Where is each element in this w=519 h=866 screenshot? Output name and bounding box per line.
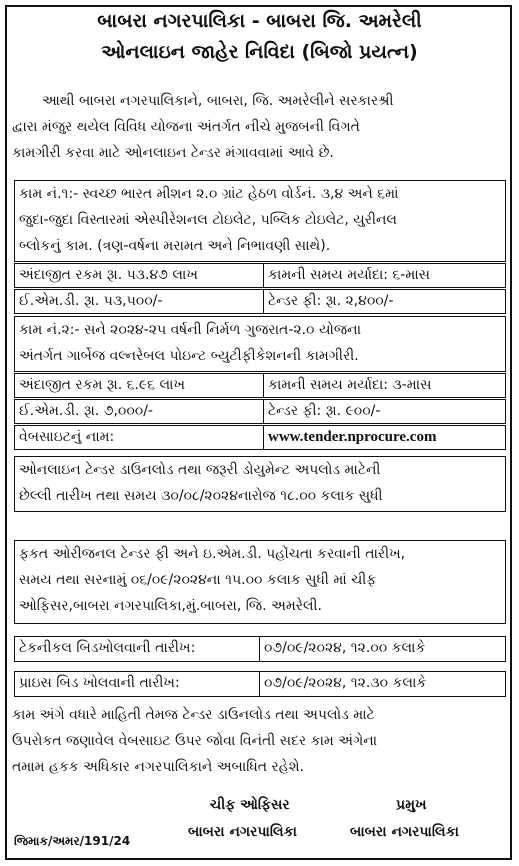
- work2-duration: કામની સમય મર્યાદા: ૩-માસ: [263, 374, 507, 397]
- submission-line: સમય તથા સરનામું ૦૬/૦૯/૨૦૨૪ના ૧૫.૦૦ કલાક સુધી માં ચીફ: [19, 572, 377, 588]
- work2-line: અંતર્ગત ગાર્બેજ વલ્નરેબલ પોઇન્ટ બ્યુટીફીકેશનની કામગીરી.: [19, 348, 359, 364]
- reference-number: જિમાક/અમર/191/24: [14, 834, 131, 848]
- president-title: પ્રમુખ: [396, 797, 427, 813]
- chief-officer-org: બાબરા નગરપાલિકા: [188, 824, 297, 840]
- submission-line: ઓફિસર,બાબરા નગરપાલિકા,મું.બાબરા, જિ. અમરેલી.: [19, 598, 322, 614]
- price-bid-label: પ્રાઇસ બિડ ખોલવાની તારીખ:: [19, 675, 180, 691]
- note-paragraph: [12, 702, 508, 780]
- work1-duration: કામની સમય મર્યાદા: ૬-માસ: [263, 264, 507, 287]
- website-row: [14, 425, 506, 450]
- notice-title-line1: બાબરા નગરપાલિકા - બાબરા જિ. અમરેલી: [97, 10, 422, 32]
- chief-officer-title: ચીફ ઓફિસર: [210, 797, 290, 813]
- price-bid-row: [14, 671, 506, 697]
- technical-bid-label: ટેકનીકલ બિડખોલવાની તારીખ:: [19, 640, 196, 656]
- intro-line: આથી બાબરા નગરપાલિકાને, બાબરા, જિ. અમરેલીને સરકારશ્રી: [42, 93, 394, 109]
- work1-line: જુદા-જુદા વિસ્તારમાં એસ્પીરેશનલ ટોઇલેટ, પબ્લિક ટોઇલેટ, યુરીનલ: [19, 212, 397, 228]
- work1-line: બ્લોકનું કામ. (ત્રણ-વર્ષના મરામત અને નિભાવણી સાથે).: [19, 238, 331, 254]
- work2-description: [14, 316, 506, 372]
- work1-line: કામ નં.૧:- સ્વચ્છ ભારત મીશન ૨.૦ ગ્રાંટ હેઠળ વોર્ડનં. ૩,૪ અને ૬માં: [19, 186, 399, 202]
- work1-description: [14, 180, 506, 262]
- intro-line: કામગીરી કરવા માટે ઓનલાઇન ટેન્ડર મંગાવવામાં આવે છે.: [12, 145, 334, 161]
- note-line: ઉપરોકત જણાવેલ વેબસાઇટ ઉપર જોવા વિનંતી સદર કામ અંગેના: [12, 733, 378, 749]
- website-url[interactable]: www.tender.nprocure.com: [263, 426, 507, 449]
- work1-fee: ટેન્ડર ફી: રૂા. ૨,૪૦૦/-: [263, 290, 507, 313]
- note-line: કામ અંગે વધારે માહિતી તેમજ ટેન્ડર ડાઉનલોડ તથા અપલોડ માટે: [12, 707, 375, 723]
- work2-estimate: અંદાજીત રકમ રૂા. ૬.૯૬ લાખ: [19, 377, 185, 393]
- work1-estimate-row: [14, 263, 506, 288]
- intro-paragraph: [12, 88, 508, 166]
- work2-fee: ટેન્ડર ફી: રૂા. ૯૦૦/-: [263, 400, 507, 423]
- work1-emd-row: [14, 289, 506, 314]
- note-line: તમામ હકક અધિકાર નગરપાલિકાને અબાધિત રહેશે.: [12, 759, 304, 775]
- notice-title-line2: ઓનલાઇન જાહેર નિવિદા (બિજો પ્રયત્ન): [101, 41, 418, 63]
- work2-line: કામ નં.૨:- સને ૨૦૨૪-૨૫ વર્ષની નિર્મળ ગુજરાત-૨.૦ યોજના: [19, 322, 362, 338]
- intro-line: દ્વારા મંજુર થયેલ વિવિધ યોજના અંતર્ગત નીચે મુજબની વિગતે: [12, 119, 360, 135]
- technical-bid-date: ૦૭/૦૯/૨૦૨૪, ૧૨.૦૦ કલાકે: [259, 637, 507, 661]
- submission-line: ફકત ઓરીજનલ ટેન્ડર ફી અને ઇ.એમ.ડી. પહોંચતા કરવાની તારીખ,: [19, 546, 406, 562]
- president-org: બાબરા નગરપાલિકા: [350, 824, 459, 840]
- technical-bid-row: [14, 636, 506, 662]
- work2-emd-row: [14, 399, 506, 424]
- price-bid-date: ૦૭/૦૯/૨૦૨૪, ૧૨.૩૦ કલાકે: [259, 672, 507, 696]
- website-label: વેબસાઇટનું નામ:: [19, 429, 115, 445]
- work1-emd: ઈ.એમ.ડી. રૂા. પ૩,૫૦૦/-: [19, 293, 163, 309]
- work2-emd: ઈ.એમ.ડી. રૂા. ૭,૦૦૦/-: [19, 403, 153, 419]
- download-deadline: [14, 456, 506, 512]
- submission-details: [14, 540, 506, 624]
- download-line: છેલ્લી તારીખ તથા સમય ૩૦/૦૮/૨૦૨૪નારોજ ૧૮.૦૦ કલાક સુધી: [19, 488, 383, 504]
- work2-estimate-row: [14, 373, 506, 398]
- download-line: ઓનલાઇન ટેન્ડર ડાઉનલોડ તથા જરૂરી ડોયુમેન્ટ અપલોડ માટેની: [19, 462, 381, 478]
- work1-estimate: અંદાજીત રકમ રૂા. પ૩.૪૭ લાખ: [19, 267, 198, 283]
